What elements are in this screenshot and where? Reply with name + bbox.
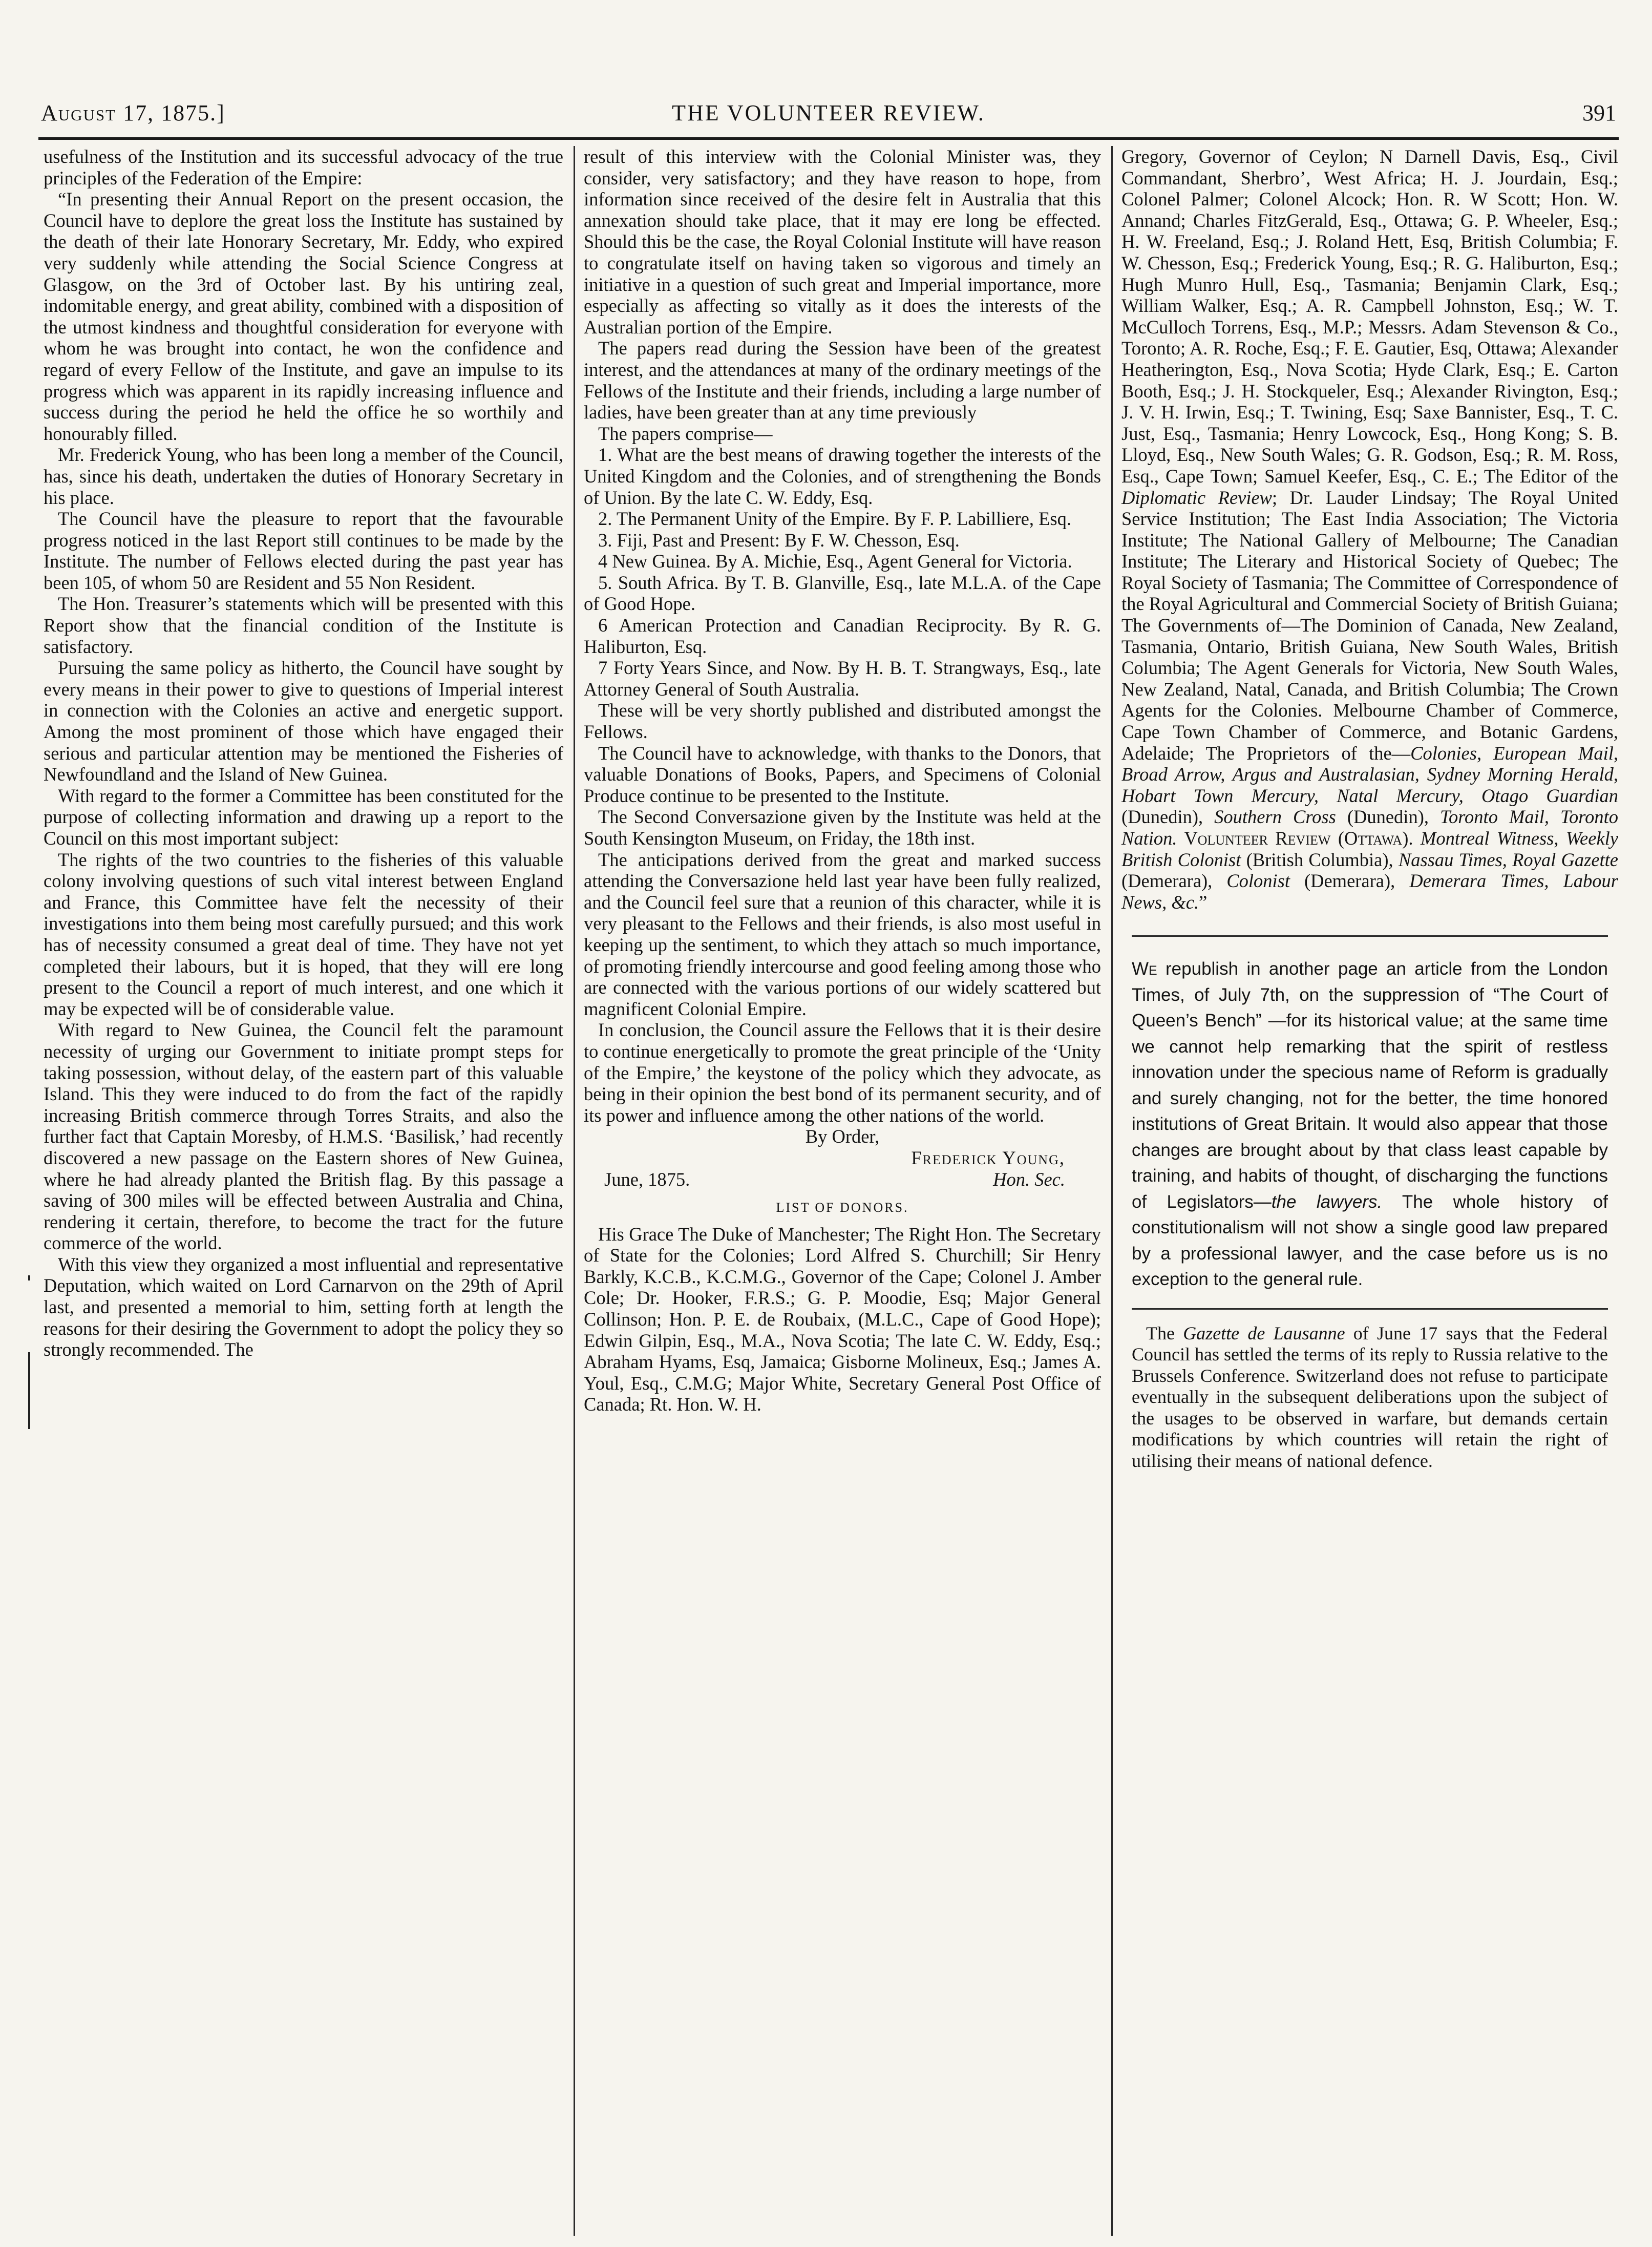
by-order: By Order,	[805, 1126, 880, 1147]
donors-list-title: LIST OF DONORS.	[776, 1200, 909, 1215]
signer-name: Frederick Young,	[911, 1147, 1065, 1168]
column-divider	[1111, 146, 1113, 2236]
donors-list: His Grace The Duke of Manchester; The Right Hon. The Secretary of State for the Colonies; Lord Alfred S. Churchill; Sir Henry Barkly, K.C.B., K.C.M.G., Governor of the Cape; Colonel J. Amber Cole; Dr. Hooker, F.R.S.; G. P. Moodie, Esq; Major General Collinson; Hon. P. E. de Roubaix, (M.L.C., Cape of Good Hope); Edwin Gilpin, Esq., M.A., Nova Scotia; The late C. W. Eddy, Esq.; Abraham Hyams, Esq, Jamaica; Gisborne Molineux, Esq.; James A. Youl, Esq., C.M.G; Major White, Secretary General Post Office of Canada; Rt. Hon. W. H.	[584, 1223, 1101, 1415]
paragraph: The papers comprise—	[598, 423, 773, 444]
newspaper-name: Gazette de Lausanne	[1183, 1322, 1345, 1343]
donors-list-continued: Gregory, Governor of Ceylon; N Darnell Davis, Esq., Civil Commandant, Sherbro’, West Africa; H. J. Jourdain, Esq.; Colonel Palmer; Colonel Alcock; Hon. R. W Scott; Hon. W. Annand; Charles FitzGerald, Esq., Ottawa; G. P. Wheeler, Esq.; H. W. Freeland, Esq.; J. Roland Hett, Esq, British Columbia; F. W. Chesson, Esq.; Frederick Young, Esq.; R. G. Haliburton, Esq.; Hugh Munro Hull, Esq., Tasmania; Benjamin Clark, Esq.; William Walker, Esq.; A. R. Campbell Johnston, Esq.; W. T. McCulloch Torrens, Esq., M.P.; Messrs. Adam Stevenson & Co., Toronto; A. R. Roche, Esq.; F. E. Gautier, Esq, Ottawa; Alexander Heatherington, Esq., Nova Scotia; Hyde Clark, Esq.; E. Carton Booth, Esq.; J. H. Stockqueler, Esq.; Alexander Rivington, Esq.; J. V. H. Irwin, Esq.; T. Twining, Esq; Saxe Bannister, Esq., T. C. Just, Esq., Tasmania; Henry Lowcock, Esq., Hong Kong; S. B. Lloyd, Esq., New South Wales; G. R. Godson, Esq.; R. M. Ross, Esq., Cape Town; Samuel Keefer, Esq., C. E.; The Editor of the Diplomatic Review; Dr. Lauder Lindsay; The Royal United Service Institution; The East India Association; The Victoria Institute; The National Gallery of Melbourne; The Canadian Institute; The Literary and Historical Society of Quebec; The Royal Society of Tasmania; The Committee of Correspondence of the Royal Agricultural and Commercial Society of British Guiana; The Governments of—The Dominion of Canada, New Zealand, Tasmania, Ontario, British Guiana, New South Wales, British Columbia; The Agent Generals for Victoria, New South Wales, New Zealand, Natal, Canada, and British Columbia; The Crown Agents for the Colonies. Melbourne Chamber of Commerce, Cape Town Chamber of Commerce, and Botanic Gardens, Adelaide; The Proprietors of the—Colonies, European Mail, Broad Arrow, Argus and Australasian, Sydney Morning Herald, Hobart Town Mercury, Natal Mercury, Otago Guardian (Dunedin), Southern Cross (Dunedin), Toronto Mail, Toronto Nation. Volunteer Review (Ottawa). Montreal Witness, Weekly British Colonist (British Columbia), Nassau Times, Royal Gazette (Demerara), Colonist (Demerara), Demerara Times, Labour News, &c.”	[1121, 146, 1619, 913]
paragraph: usefulness of the Institution and its successful advocacy of the true principles of the Federation of the Empire:	[44, 146, 563, 188]
margin-tick	[28, 1275, 30, 1280]
signature-role: Hon. Sec.	[993, 1168, 1065, 1190]
header-rule	[38, 137, 1619, 140]
paper-item: 3. Fiji, Past and Present: By F. W. Chesson, Esq.	[598, 529, 960, 551]
paragraph: With regard to New Guinea, the Council felt the paramount necessity of urging our Government to initiate prompt steps for taking possession, without delay, of the eastern part of this valuable Island. This they were induced to do from the fact of the rapidly increasing British commerce through Torres Straits, and also the further fact that Captain Moresby, of H.M.S. ‘Basilisk,’ had recently discovered a new passage on the Eastern shores of New Guinea, where he had already planted the British flag. By this passage a saving of 300 miles will be effected between Australia and China, rendering it certain, therefore, to become the tract for the future commerce of the world.	[44, 1019, 563, 1254]
issue-date: August 17, 1875.]	[41, 100, 225, 125]
paper-item: 7 Forty Years Since, and Now. By H. B. T. Strangways, Esq., late Attorney General of South Australia.	[584, 657, 1101, 700]
column-3	[1121, 146, 1618, 1472]
signature-date: June, 1875.	[604, 1168, 690, 1190]
paper-item: 4 New Guinea. By A. Michie, Esq., Agent General for Victoria.	[598, 551, 1072, 572]
page-header	[41, 100, 1616, 136]
column-1	[44, 146, 563, 1360]
section-rule	[1132, 1308, 1608, 1310]
paper-item: 1. What are the best means of drawing together the interests of the United Kingdom and the Colonies, and of strengthening the Bonds of Union. By the late C. W. Eddy, Esq.	[584, 444, 1101, 508]
section-rule	[1132, 935, 1608, 937]
column-2	[584, 146, 1101, 1415]
paragraph: The rights of the two countries to the fisheries of this valuable colony involving questions of such vital interest between England and France, this Committee have felt the necessity of their investigations into them being most carefully pursued; and this work has of necessity consumed a great deal of time. They have not yet completed their labours, but it is hoped, that they will ere long present to the Council a report of much interest, and one which it may be expected will be of considerable value.	[44, 849, 563, 1019]
paragraph: These will be very shortly published and distributed amongst the Fellows.	[584, 700, 1101, 743]
paragraph: The papers read during the Session have been of the greatest interest, and the attendances at many of the ordinary meetings of the Fellows of the Institute and their friends, including a large number of ladies, have been greater than at any time previously	[584, 338, 1101, 423]
paragraph: Mr. Frederick Young, who has been long a member of the Council, has, since his death, undertaken the duties of Honorary Secretary in his place.	[44, 444, 563, 508]
page-number: 391	[1582, 100, 1616, 125]
paragraph: “In presenting their Annual Report on the present occasion, the Council have to deplore the great loss the Institute has sustained by the death of their late Honorary Secretary, Mr. Eddy, who expired very suddenly while attending the Social Science Congress at Glasgow, on the 3rd of October last. By his untiring zeal, indomitable energy, and great ability, combined with a disposition of the utmost kindness and thoughtful consideration for everyone with whom he was brought into contact, he won the confidence and regard of every Fellow of the Institute, and gave an impulse to its progress which was apparent in its rapidly increasing influence and success during the period he held the office he so worthily and honourably filled.	[44, 188, 563, 444]
paragraph: With this view they organized a most influential and representative Deputation, which waited on Lord Carnarvon on the 29th of April last, and presented a memorial to him, setting forth at length the reasons for their desiring the Government to adopt the policy they so strongly recommended. The	[44, 1253, 563, 1360]
margin-bar	[28, 1352, 30, 1429]
editorial-paragraph: We republish in another page an article from the London Times, of July 7th, on the suppression of “The Court of Queen’s Bench” —for its historical value; at the same time we cannot help remarking that the spirit of restless innovation under the specious name of Reform is gradually and surely changing, not for the better, the time honored institutions of Great Britain. It would also appear that those changes are brought about by that class least capable by training, and habits of thought, of discharging the functions of Legislators—the lawyers. The whole history of constitutionalism will not show a single good law prepared by a professional lawyer, and the case before us is no exception to the general rule.	[1132, 959, 1608, 1290]
publication-title: THE VOLUNTEER REVIEW.	[672, 100, 985, 125]
paper-item: 2. The Permanent Unity of the Empire. By F. P. Labilliere, Esq.	[598, 508, 1071, 530]
paragraph: The Council have the pleasure to report that the favourable progress noticed in the last Report still continues to be made by the Institute. The number of Fellows elected during the past year has been 105, of whom 50 are Resident and 55 Non Resident.	[44, 508, 563, 593]
paper-item: 5. South Africa. By T. B. Glanville, Esq., late M.L.A. of the Cape of Good Hope.	[584, 572, 1101, 615]
signature-row	[584, 1169, 1101, 1190]
gazette-paragraph: The Gazette de Lausanne of June 17 says that the Federal Council has settled the terms of its reply to Russia relative to the Brussels Conference. Switzerland does not refuse to participate eventually in the subsequent deliberations upon the subject of the usages to be observed in warfare, but demands certain modifications by which countries will retain the right of utilising their means of national defence.	[1132, 1322, 1608, 1471]
paragraph: The Second Conversazione given by the Institute was held at the South Kensington Museum, on Friday, the 18th inst.	[584, 806, 1101, 849]
paragraph: Pursuing the same policy as hitherto, the Council have sought by every means in their power to give to questions of Imperial interest in connection with the Colonies an active and energetic support. Among the most prominent of those which have engaged their serious and particular attention may be mentioned the Fisheries of Newfoundland and the Island of New Guinea.	[44, 657, 563, 785]
paragraph: The Council have to acknowledge, with thanks to the Donors, that valuable Donations of Books, Papers, and Specimens of Colonial Produce continue to be presented to the Institute.	[584, 742, 1101, 806]
paper-item: 6 American Protection and Canadian Reciprocity. By R. G. Haliburton, Esq.	[584, 615, 1101, 657]
paragraph: result of this interview with the Colonial Minister was, they consider, very satisfactory; and they have reason to hope, from information since received of the desire felt in Australia that this annexation should take place, that it may ere long be effected. Should this be the case, the Royal Colonial Institute will have reason to congratulate itself on having taken so vigorous and timely an initiative in a question of such great and Imperial importance, more especially as affecting so vitally as it does the interests of the Australian portion of the Empire.	[584, 146, 1101, 338]
paragraph: The Hon. Treasurer’s statements which will be presented with this Report show that the financial condition of the Institute is satisfactory.	[44, 593, 563, 657]
paragraph: With regard to the former a Committee has been constituted for the purpose of collecting information and drawing up a report to the Council on this most important subject:	[44, 785, 563, 849]
journal-title: Diplomatic Review	[1121, 487, 1273, 508]
column-divider	[574, 146, 575, 2236]
paragraph: In conclusion, the Council assure the Fellows that it is their desire to continue energetically to promote the great principle of the ‘Unity of the Empire,’ the keystone of the policy which they advocate, as being in their opinion the best bond of its permanent security, and of its power and influence among the other nations of the world.	[584, 1019, 1101, 1126]
paragraph: The anticipations derived from the great and marked success attending the Conversazione held last year have been fully realized, and the Council feel sure that a reunion of this character, while it is very pleasant to the Fellows and their friends, is also most useful in keeping up the sentiment, to which they attach so much importance, of promoting friendly intercourse and good feeling among those who are connected with the various portions of our widely scattered but magnificent Colonial Empire.	[584, 849, 1101, 1019]
